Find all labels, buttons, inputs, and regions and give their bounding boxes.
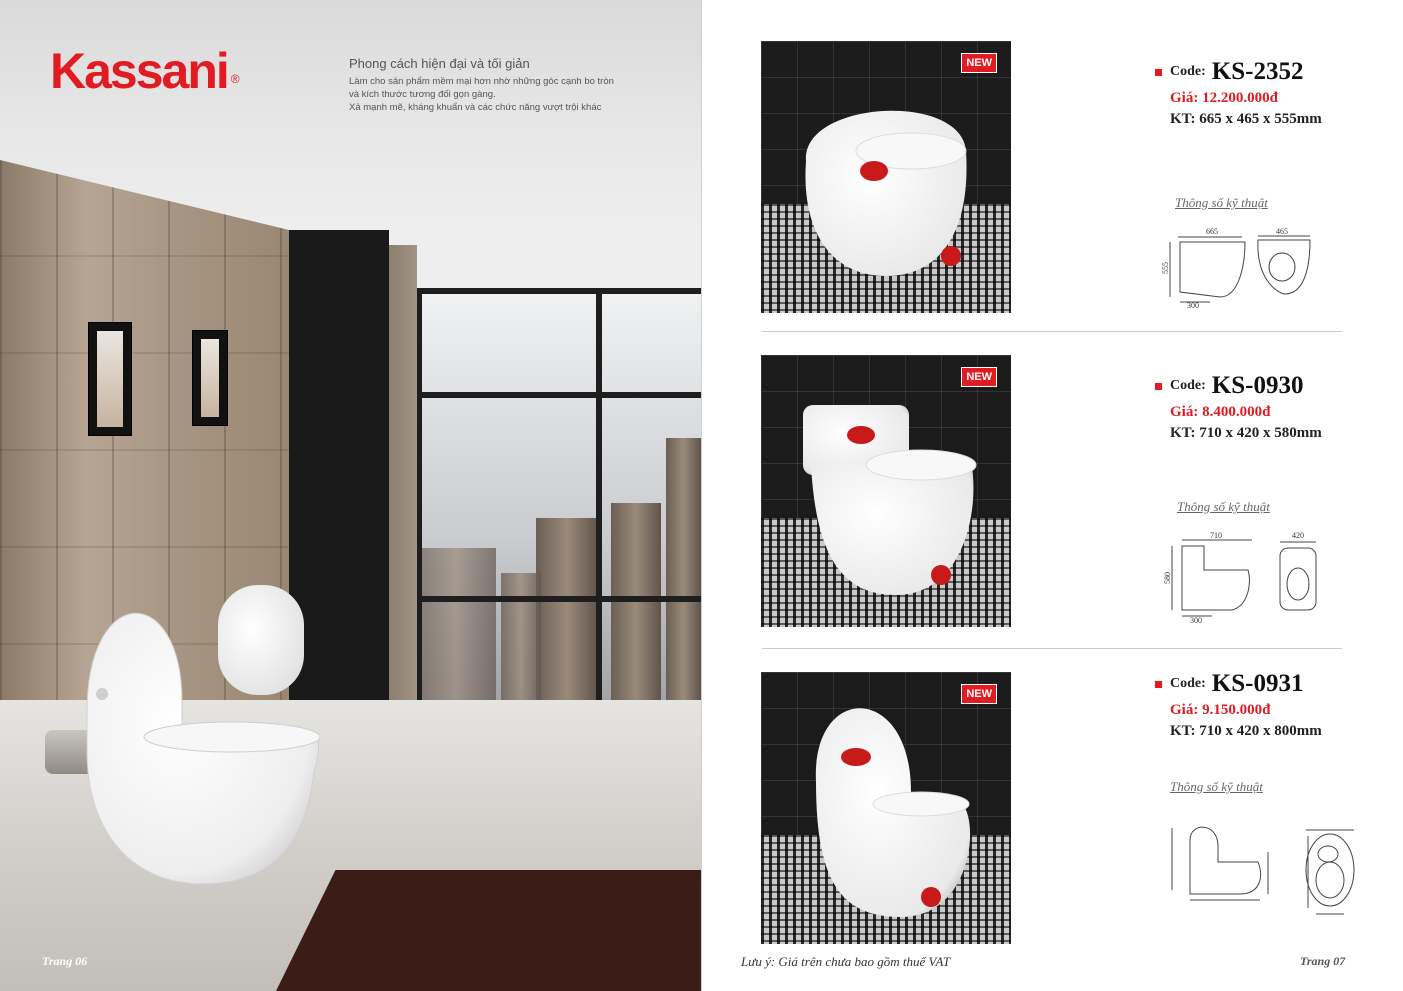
section-divider	[762, 331, 1342, 332]
tech-spec-label: Thông số kỹ thuật	[1175, 195, 1268, 210]
vat-note: Lưu ý: Giá trên chưa bao gồm thuế VAT	[741, 954, 951, 969]
product-spec-ks-0930: Code: KS-0930 Giá: 8.400.000đ KT: 710 x 420 x 580mm	[1155, 372, 1322, 442]
page-number-left: Trang 06	[42, 954, 88, 968]
product-dimensions: KT: 710 x 420 x 580mm	[1170, 425, 1322, 441]
svg-text:665: 665	[1206, 227, 1218, 236]
bullet-icon	[1155, 383, 1162, 390]
tagline-line: Làm cho sản phẩm mềm mại hơn nhờ những góc cạnh bo tròn	[349, 76, 614, 87]
svg-text:300: 300	[1190, 616, 1202, 624]
svg-text:420: 420	[1292, 531, 1304, 540]
product-photo-ks-0931	[761, 672, 1011, 944]
product-code: KS-0930	[1211, 372, 1304, 399]
svg-text:465: 465	[1276, 227, 1288, 236]
page-number-right: Trang 07	[1300, 954, 1346, 968]
product-spec-ks-0931: Code: KS-0931 Giá: 9.150.000đ KT: 710 x 420 x 800mm	[1155, 670, 1322, 740]
product-price: Giá: 9.150.000đ	[1170, 702, 1271, 718]
tagline	[349, 56, 649, 114]
bullet-icon	[1155, 681, 1162, 688]
left-page	[0, 0, 701, 991]
wall-picture-frame	[88, 322, 132, 436]
product-code: KS-2352	[1211, 58, 1304, 85]
product-dimensions: KT: 710 x 420 x 800mm	[1170, 723, 1322, 739]
city-window-view	[416, 288, 701, 708]
new-badge: NEW	[961, 53, 997, 73]
product-code: KS-0931	[1211, 670, 1304, 697]
rug	[276, 870, 701, 991]
product-photo-ks-2352	[761, 41, 1011, 313]
tech-drawing-ks-0931	[1160, 822, 1360, 922]
tech-drawing-ks-2352	[1160, 222, 1340, 314]
product-price: Giá: 8.400.000đ	[1170, 404, 1271, 420]
tagline-title: Phong cách hiện đại và tối giản	[349, 56, 530, 71]
tech-spec-label: Thông số kỹ thuật	[1170, 779, 1263, 794]
svg-text:580: 580	[1163, 572, 1172, 584]
tagline-line: Xả mạnh mẽ, kháng khuẩn và các chức năng vượt trội khác	[349, 102, 602, 113]
tech-drawing-ks-0930	[1160, 528, 1340, 624]
svg-text:555: 555	[1161, 262, 1170, 274]
product-price: Giá: 12.200.000đ	[1170, 90, 1278, 106]
section-divider	[762, 648, 1342, 649]
svg-text:710: 710	[1210, 531, 1222, 540]
wall-column	[389, 245, 417, 745]
product-photo-ks-0930	[761, 355, 1011, 627]
svg-text:300: 300	[1187, 301, 1199, 310]
new-badge: NEW	[961, 684, 997, 704]
toilet-hero-image	[82, 602, 320, 884]
product-spec-ks-2352: Code: KS-2352 Giá: 12.200.000đ KT: 665 x 465 x 555mm	[1155, 58, 1322, 128]
tech-spec-label: Thông số kỹ thuật	[1177, 499, 1270, 514]
bullet-icon	[1155, 69, 1162, 76]
wall-picture-frame	[192, 330, 228, 426]
new-badge: NEW	[961, 367, 997, 387]
product-dimensions: KT: 665 x 465 x 555mm	[1170, 111, 1322, 127]
brand-logo: Kassani ®	[50, 43, 240, 99]
tagline-line: và kích thước tương đối gọn gàng.	[349, 89, 496, 100]
